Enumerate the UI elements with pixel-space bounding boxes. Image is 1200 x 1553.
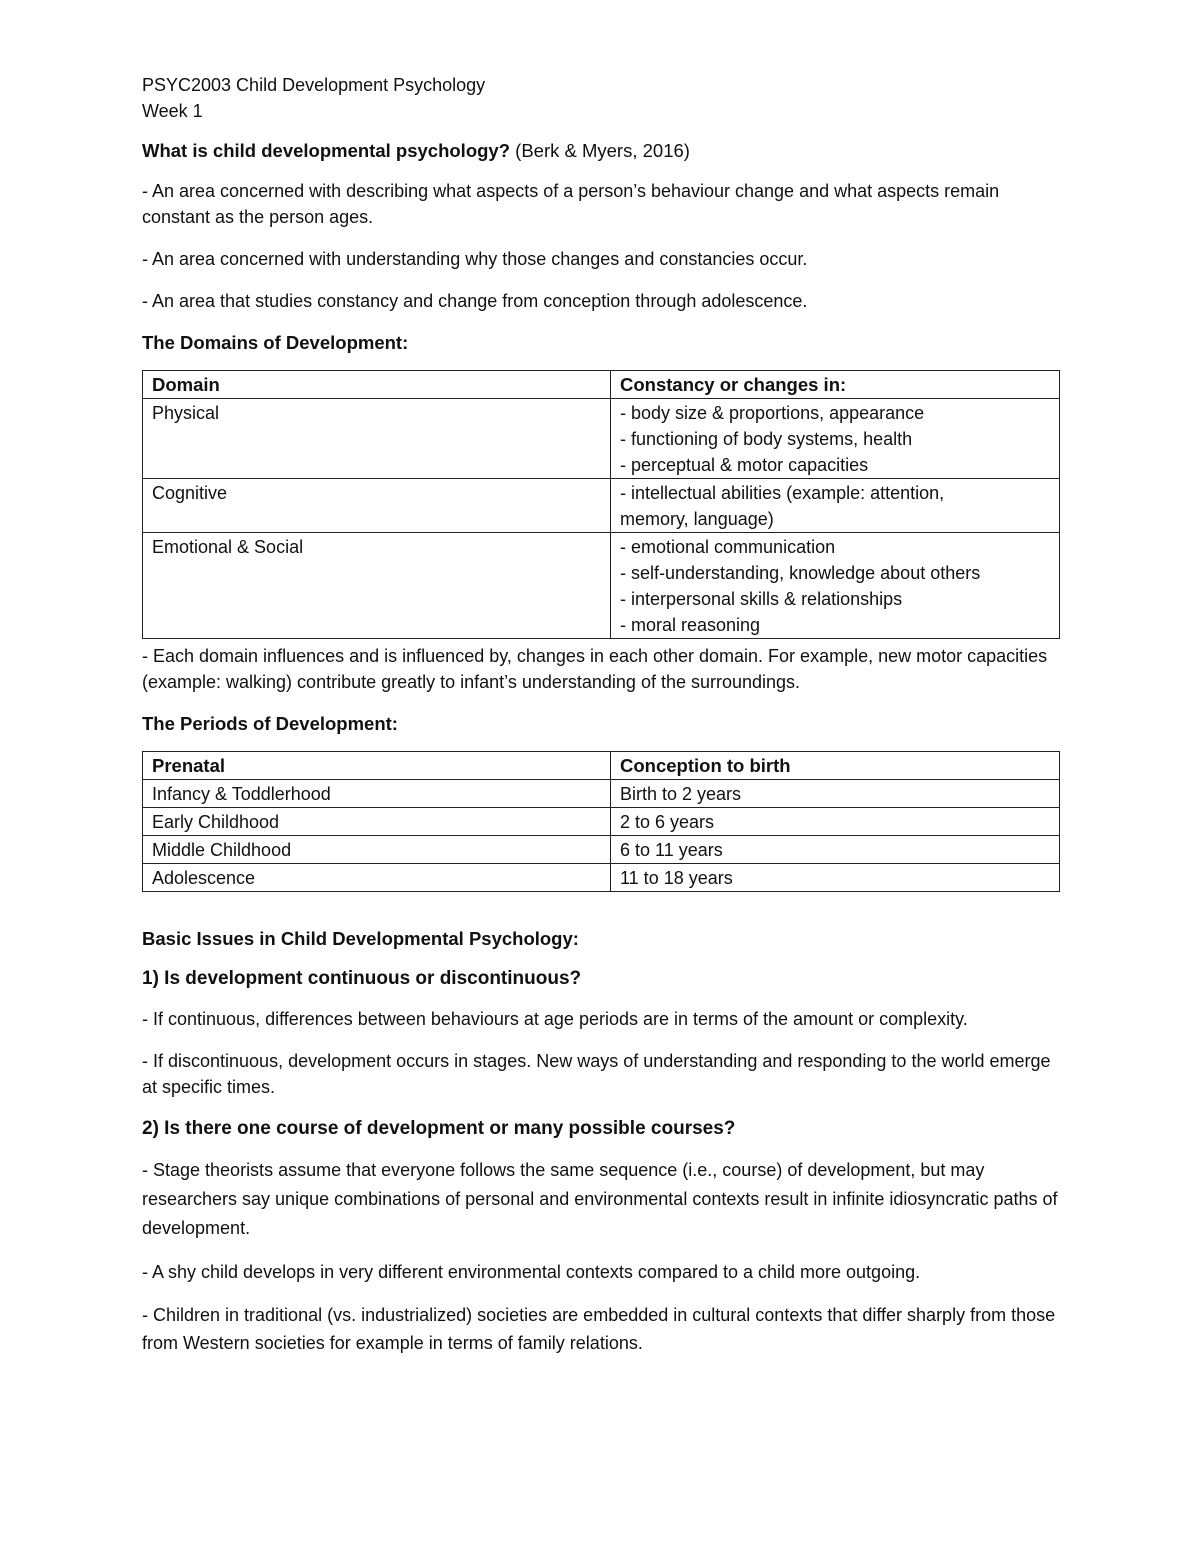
period-age: 6 to 11 years [611,836,1060,864]
issue-2-point-1: - Stage theorists assume that everyone follows the same sequence (i.e., course) of development, but may researchers say unique combinations of personal and environmental contexts result in infinite idiosyncratic paths of development. [142,1160,1058,1238]
table-row [143,808,1060,836]
table-row [143,533,1060,639]
domain-emotional-social-items [611,533,1060,639]
period-name: Early Childhood [143,808,611,836]
list-item: - self-understanding, knowledge about others [620,563,981,583]
list-item: - emotional communication [620,537,836,557]
issue-1-point-1: - If continuous, differences between behaviours at age periods are in terms of the amount or complexity. [142,1009,968,1029]
periods-table [142,751,1060,892]
list-item: - functioning of body systems, health [620,429,913,449]
period-age: 2 to 6 years [611,808,1060,836]
domains-heading: The Domains of Development: [142,332,409,353]
period-age: Birth to 2 years [611,780,1060,808]
domains-col-changes: Constancy or changes in: [611,371,1060,399]
list-item: - body size & proportions, appearance [620,403,925,423]
domain-cognitive: Cognitive [143,479,611,533]
domains-table [142,370,1060,639]
period-name: Middle Childhood [143,836,611,864]
table-row [143,780,1060,808]
period-name: Adolescence [143,864,611,892]
intro-point-1: - An area concerned with describing what aspects of a person’s behaviour change and what aspects remain constant as the person ages. [142,181,1000,227]
issue-2-point-3: - Children in traditional (vs. industrialized) societies are embedded in cultural contexts that differ sharply from those from Western societies for example in terms of family relations. [142,1305,1056,1353]
table-row [143,479,1060,533]
domains-col-domain: Domain [143,371,611,399]
issue-1-point-2: - If discontinuous, development occurs in stages. New ways of understanding and responding to the world emerge at specific times. [142,1051,1051,1097]
list-item: - perceptual & motor capacities [620,455,869,475]
domain-physical: Physical [143,399,611,479]
week-label: Week 1 [142,101,203,121]
intro-point-2: - An area concerned with understanding why those changes and constancies occur. [142,249,808,269]
intro-heading [142,138,1060,164]
intro-reference: (Berk & Myers, 2016) [515,140,690,161]
intro-point-3: - An area that studies constancy and change from conception through adolescence. [142,291,808,311]
intro-heading-text: What is child developmental psychology? [142,140,511,161]
list-item: - interpersonal skills & relationships [620,589,903,609]
domain-cognitive-items [611,479,1060,533]
domains-header-row [143,371,1060,399]
list-item: - moral reasoning [620,615,761,635]
periods-heading: The Periods of Development: [142,713,398,734]
period-name: Infancy & Toddlerhood [143,780,611,808]
table-row [143,864,1060,892]
issue-2-title: 2) Is there one course of development or many possible courses? [142,1118,736,1139]
table-row [143,399,1060,479]
periods-col-period: Prenatal [143,752,611,780]
course-title: PSYC2003 Child Development Psychology [142,75,486,95]
document-page [142,72,1060,1373]
table-row [143,836,1060,864]
issues-heading: Basic Issues in Child Developmental Psychology: [142,928,579,949]
issue-1-title: 1) Is development continuous or discontinuous? [142,968,582,989]
periods-header-row [143,752,1060,780]
periods-col-age: Conception to birth [611,752,1060,780]
domain-physical-items [611,399,1060,479]
domain-emotional-social: Emotional & Social [143,533,611,639]
domains-note: - Each domain influences and is influenced by, changes in each other domain. For example, new motor capacities (example: walking) contribute greatly to infant’s understanding of the surroundings. [142,646,1048,692]
period-age: 11 to 18 years [611,864,1060,892]
issue-2-point-2: - A shy child develops in very different environmental contexts compared to a child more outgoing. [142,1262,921,1282]
list-item: - intellectual abilities (example: attention, memory, language) [620,483,945,529]
